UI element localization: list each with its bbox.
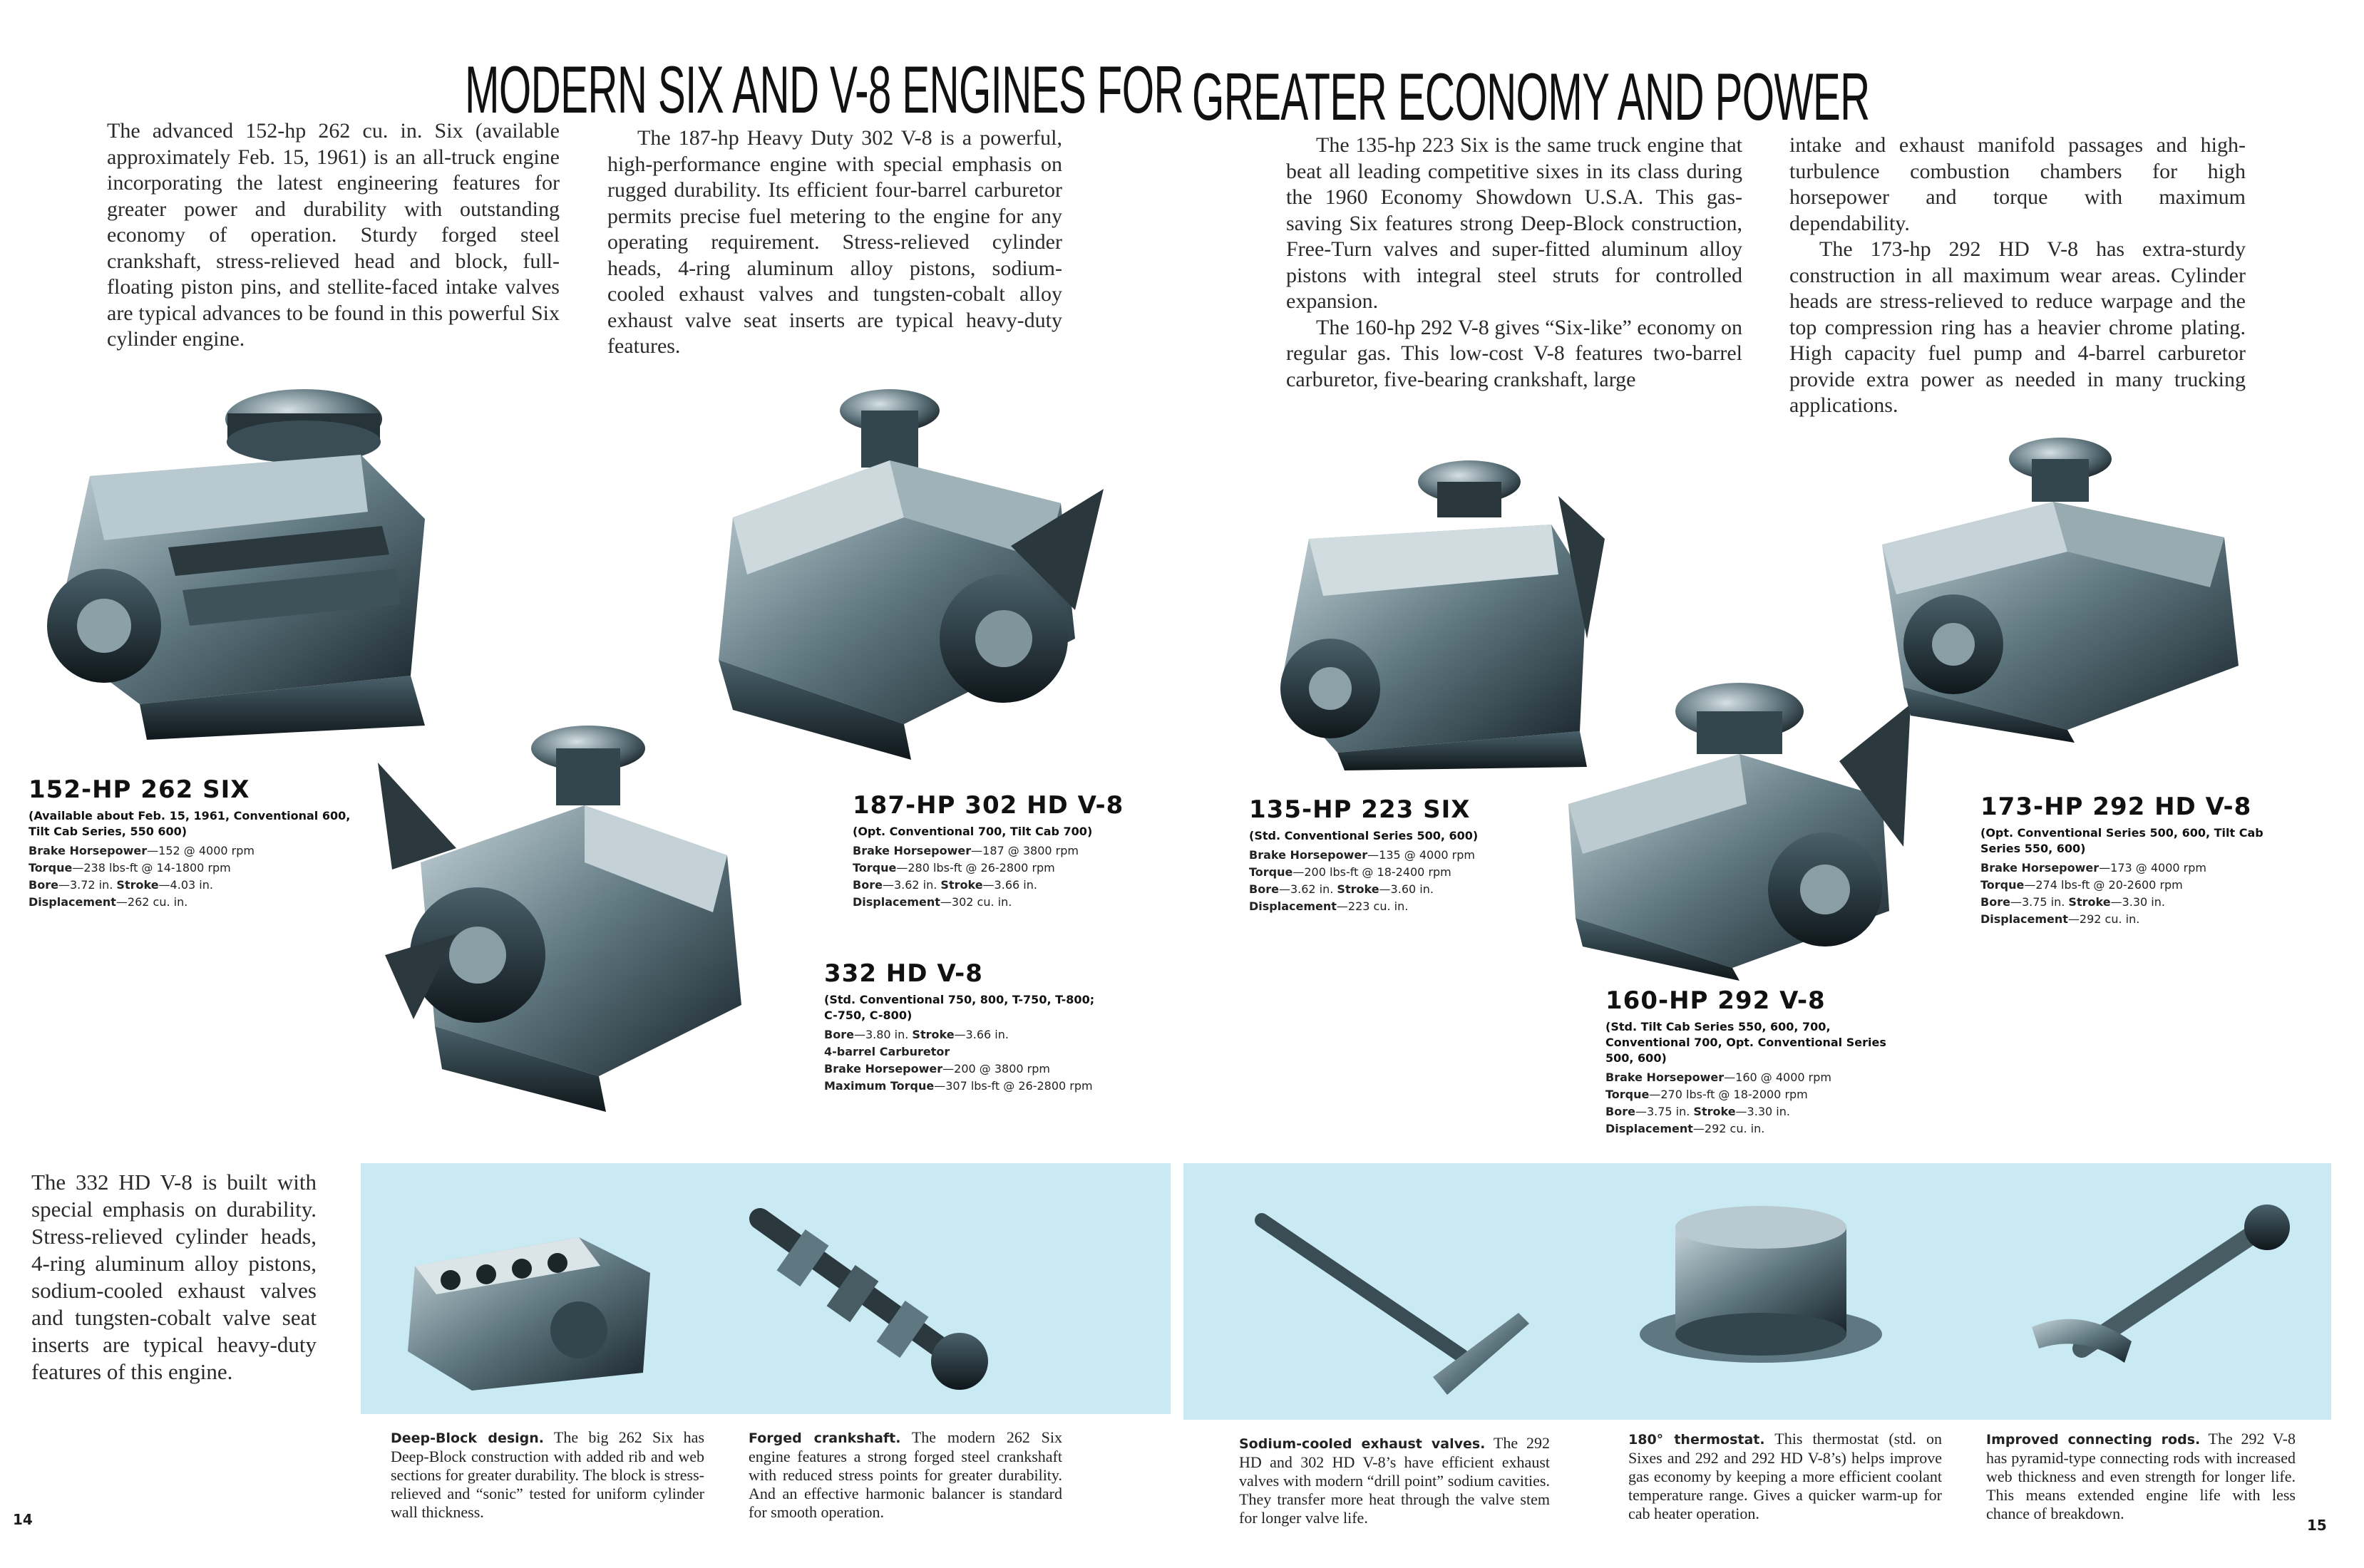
- engine-152-six-illustration: [26, 369, 453, 747]
- parts-panel-right: [1183, 1163, 2331, 1420]
- caption-text: The 292 HD and 302 HD V-8’s have efficient exhaust valves with modern “drill point” sodium cavities. They transfer more heat through the valve stem for longer valve life.: [1239, 1434, 1550, 1527]
- page-number-right: 15: [2307, 1517, 2327, 1534]
- headline-left: MODERN SIX AND V-8 ENGINES FOR: [465, 52, 1183, 127]
- intro-column-2: [607, 125, 1062, 360]
- spec-subtitle: (Opt. Conventional Series 500, 600, Tilt Cab Series 550, 600): [1980, 826, 2263, 855]
- spec-subtitle: (Available about Feb. 15, 1961, Conventional 600, Tilt Cab Series, 550 600): [29, 809, 351, 838]
- spec-block-173-292-hd-v8: [1980, 793, 2294, 928]
- spec-line: Bore—3.62 in. Stroke—3.66 in.: [853, 878, 1037, 892]
- caption-lead: Sodium-cooled exhaust valves.: [1239, 1436, 1486, 1452]
- spec-line: Torque—270 lbs-ft @ 18-2000 rpm: [1605, 1088, 1808, 1101]
- spec-line: Maximum Torque—307 lbs-ft @ 26-2800 rpm: [824, 1079, 1093, 1093]
- spec-line: Brake Horsepower—152 @ 4000 rpm: [29, 844, 255, 857]
- caption-forged-crankshaft: [749, 1428, 1062, 1522]
- caption-deep-block: [391, 1428, 704, 1522]
- spec-line: Torque—274 lbs-ft @ 20-2600 rpm: [1980, 878, 2183, 892]
- spec-line: 4-barrel Carburetor: [824, 1045, 950, 1058]
- intro-paragraph: The 187-hp Heavy Duty 302 V-8 is a powerful, high-performance engine with special emphasis on rugged durability. Its efficient four-barrel carburetor permits precise fuel metering to the engine for any operating requirement. Stress-relieved cylinder heads, 4-ring aluminum alloy pistons, sodium-cooled exhaust valves and tungsten-cobalt alloy exhaust valve seat inserts are typical heavy-duty features.: [607, 126, 1062, 358]
- spec-title: 135-HP 223 SIX: [1249, 795, 1471, 824]
- spec-title: 173-HP 292 HD V-8: [1980, 793, 2252, 821]
- spec-block-187-302-hd-v8: [853, 791, 1166, 911]
- spec-block-160-292-v8: [1605, 986, 1891, 1138]
- caption-exhaust-valves: [1239, 1434, 1550, 1527]
- intro-paragraph: The 160-hp 292 V-8 gives “Six-like” economy on regular gas. This low-cost V-8 features two-barrel carburetor, five-bearing crankshaft, large: [1286, 315, 1742, 391]
- spec-block-152-six: [29, 775, 356, 911]
- spec-line: Brake Horsepower—173 @ 4000 rpm: [1980, 861, 2206, 875]
- caption-lead: 180° thermostat.: [1628, 1432, 1765, 1448]
- spec-subtitle: (Opt. Conventional 700, Tilt Cab 700): [853, 825, 1093, 838]
- engine-block-illustration: [394, 1223, 664, 1394]
- spec-block-135-223-six: [1249, 795, 1548, 915]
- caption-lead: Deep-Block design.: [391, 1430, 545, 1446]
- intro-paragraph: The 173-hp 292 HD V-8 has extra-sturdy construction in all maximum wear areas. Cylinder heads are stress-relieved to reduce warpage and the top compression ring has a heavier chrome plating. High capacity fuel pump and 4-barrel carburetor provide extra power as needed in many trucking applications.: [1789, 237, 2246, 417]
- spec-line: Brake Horsepower—200 @ 3800 rpm: [824, 1062, 1050, 1076]
- hd332-description: [31, 1169, 317, 1386]
- caption-connecting-rods: [1986, 1430, 2296, 1523]
- intro-paragraph: The advanced 152-hp 262 cu. in. Six (available approximately Feb. 15, 1961) is an all-truck engine incorporating the latest engineering features for greater power and durability with outstanding economy of operation. Sturdy forged steel crankshaft, stress-relieved head and block, full-floating piston pins, and stellite-faced intake valves are typical advances to be found in this powerful Six cylinder engine.: [107, 119, 560, 351]
- spec-line: Bore—3.75 in. Stroke—3.30 in.: [1605, 1105, 1790, 1118]
- caption-lead: Improved connecting rods.: [1986, 1432, 2201, 1448]
- caption-text: The modern 262 Six engine features a strong forged steel crankshaft with reduced stress points for greater durability. And an effective harmonic balancer is standard for smooth operation.: [749, 1428, 1062, 1521]
- caption-text: The 292 V-8 has pyramid-type connecting rods with increased web thickness and even strength for longer life. This means extended engine life with less chance of breakdown.: [1986, 1430, 2296, 1522]
- parts-panel-left: [361, 1163, 1171, 1414]
- caption-text: The big 262 Six has Deep-Block construction with added rib and web sections for greater durability. The block is stress-relieved and “sonic” tested for uniform cylinder wall thickness.: [391, 1428, 705, 1521]
- spec-block-332-hd-v8: [824, 959, 1109, 1095]
- headline-right: GREATER ECONOMY AND POWER: [1192, 59, 1870, 134]
- intro-column-3: [1286, 133, 1742, 393]
- engine-187-302-hd-v8-illustration: [676, 382, 1108, 767]
- engine-173-292-hd-v8-illustration: [1868, 430, 2253, 744]
- thermostat-illustration: [1633, 1199, 1889, 1398]
- crankshaft-illustration: [746, 1197, 1002, 1397]
- caption-lead: Forged crankshaft.: [749, 1430, 901, 1446]
- spec-line: Torque—280 lbs-ft @ 26-2800 rpm: [853, 861, 1055, 875]
- spec-line: Bore—3.80 in. Stroke—3.66 in.: [824, 1028, 1009, 1041]
- connecting-rod-illustration: [2010, 1199, 2310, 1384]
- spec-line: Brake Horsepower—135 @ 4000 rpm: [1249, 848, 1475, 862]
- spec-line: Displacement—292 cu. in.: [1980, 912, 2140, 926]
- spec-title: 160-HP 292 V-8: [1605, 986, 1826, 1015]
- intro-column-1: [107, 118, 560, 353]
- page-number-left: 14: [13, 1511, 33, 1528]
- spec-title: 152-HP 262 SIX: [29, 775, 250, 804]
- spec-subtitle: (Std. Conventional 750, 800, T-750, T-800; C-750, C-800): [824, 993, 1095, 1022]
- intro-paragraph: The 135-hp 223 Six is the same truck engine that beat all leading competitive sixes in its class during the 1960 Economy Showdown U.S.A. This gas-saving Six features strong Deep-Block construction, Free-Turn valves and super-fitted aluminum alloy pistons with integral steel struts for controlled expansion.: [1286, 133, 1742, 313]
- engine-332-hd-v8-illustration: [371, 720, 770, 1119]
- spec-line: Brake Horsepower—187 @ 3800 rpm: [853, 844, 1079, 857]
- spec-line: Torque—200 lbs-ft @ 18-2400 rpm: [1249, 865, 1451, 879]
- spec-line: Bore—3.75 in. Stroke—3.30 in.: [1980, 895, 2165, 909]
- spec-line: Brake Horsepower—160 @ 4000 rpm: [1605, 1071, 1831, 1084]
- caption-text: This thermostat (std. on Sixes and 292 and 292 HD V-8’s) helps improve gas economy by keeping a more efficient coolant temperature range. Gives a quicker warm-up for cab heater operation.: [1628, 1430, 1942, 1522]
- spec-line: Displacement—292 cu. in.: [1605, 1122, 1765, 1135]
- spec-line: Displacement—302 cu. in.: [853, 895, 1012, 909]
- spec-line: Displacement—262 cu. in.: [29, 895, 188, 909]
- intro-column-4: [1789, 133, 2246, 419]
- spec-title: 187-HP 302 HD V-8: [853, 791, 1124, 820]
- spec-line: Torque—238 lbs-ft @ 14-1800 rpm: [29, 861, 231, 875]
- caption-thermostat: [1628, 1430, 1942, 1523]
- spec-line: Displacement—223 cu. in.: [1249, 899, 1409, 913]
- spec-line: Bore—3.72 in. Stroke—4.03 in.: [29, 878, 213, 892]
- spec-line: Bore—3.62 in. Stroke—3.60 in.: [1249, 882, 1434, 896]
- spec-subtitle: (Std. Tilt Cab Series 550, 600, 700, Conventional 700, Opt. Conventional Series 500, 600): [1605, 1020, 1886, 1065]
- spec-subtitle: (Std. Conventional Series 500, 600): [1249, 829, 1479, 842]
- exhaust-valve-illustration: [1248, 1206, 1533, 1405]
- intro-paragraph: intake and exhaust manifold passages and high-turbulence combustion chambers for high horsepower and torque with maximum dependability.: [1789, 133, 2246, 235]
- hd332-paragraph: The 332 HD V-8 is built with special emphasis on durability. Stress-relieved cylinder heads, 4-ring aluminum alloy pistons, sodium-cooled exhaust valves and tungsten-cobalt valve seat inserts are typical heavy-duty features of this engine.: [31, 1170, 317, 1384]
- spec-title: 332 HD V-8: [824, 959, 983, 988]
